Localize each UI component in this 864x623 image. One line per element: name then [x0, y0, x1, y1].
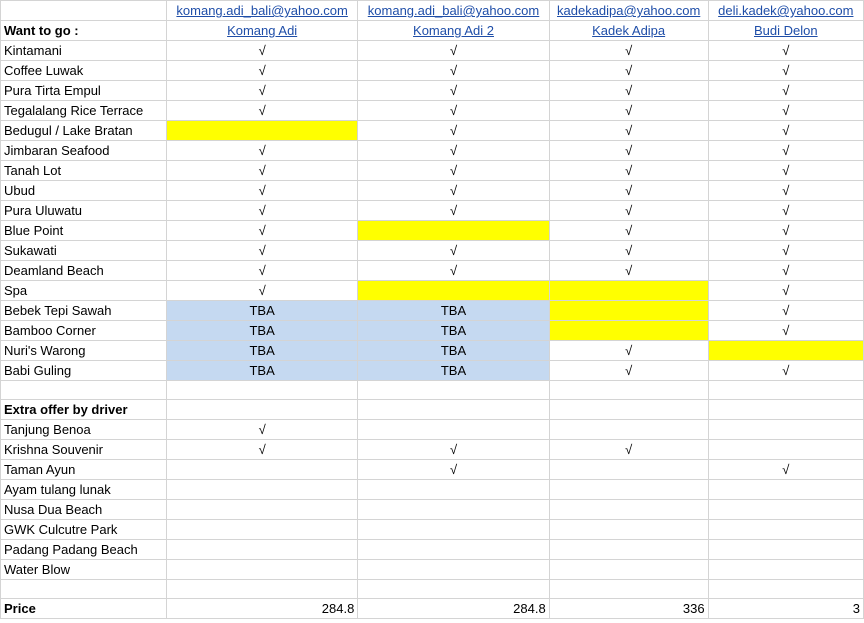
destination-row — [1, 341, 864, 361]
destination-row — [1, 141, 864, 161]
destination-row — [1, 440, 864, 460]
empty-cell[interactable] — [549, 480, 708, 500]
destination-row — [1, 121, 864, 141]
empty-cell[interactable] — [708, 440, 863, 460]
empty-cell[interactable] — [708, 520, 863, 540]
check-mark-cell[interactable]: √ — [166, 420, 357, 440]
price-value[interactable]: 284.8 — [358, 599, 549, 619]
empty-cell[interactable] — [166, 400, 357, 420]
check-mark-cell[interactable]: √ — [708, 61, 863, 81]
empty-cell[interactable] — [166, 460, 357, 480]
empty-cell[interactable] — [358, 560, 549, 580]
destination-label[interactable]: Water Blow — [1, 560, 167, 580]
blank-row — [1, 381, 864, 400]
destination-row — [1, 361, 864, 381]
check-mark-cell[interactable]: √ — [708, 121, 863, 141]
empty-cell[interactable] — [708, 480, 863, 500]
check-mark-cell[interactable]: √ — [166, 221, 357, 241]
check-mark-cell[interactable]: √ — [708, 181, 863, 201]
empty-cell[interactable] — [708, 540, 863, 560]
destination-label[interactable]: Tanah Lot — [1, 161, 167, 181]
empty-cell[interactable] — [358, 400, 549, 420]
destination-label[interactable]: Bebek Tepi Sawah — [1, 301, 167, 321]
price-label[interactable]: Price — [1, 599, 167, 619]
empty-cell[interactable] — [358, 520, 549, 540]
empty-cell[interactable] — [358, 480, 549, 500]
destination-row — [1, 520, 864, 540]
check-mark-cell[interactable]: √ — [358, 181, 549, 201]
check-mark-cell[interactable]: √ — [708, 281, 863, 301]
tba-cell[interactable]: TBA — [166, 341, 357, 361]
empty-cell[interactable] — [1, 580, 167, 599]
check-mark-cell[interactable]: √ — [708, 301, 863, 321]
check-mark-cell[interactable]: √ — [166, 141, 357, 161]
check-mark-cell[interactable]: √ — [358, 61, 549, 81]
destination-row — [1, 41, 864, 61]
check-mark-cell[interactable]: √ — [166, 241, 357, 261]
check-mark-cell[interactable]: √ — [708, 81, 863, 101]
destination-row — [1, 500, 864, 520]
check-mark-cell[interactable]: √ — [708, 41, 863, 61]
destination-label[interactable]: Nuri's Warong — [1, 341, 167, 361]
driver-email-link[interactable]: deli.kadek@yahoo.com — [708, 1, 863, 21]
destination-row — [1, 101, 864, 121]
highlighted-empty-cell[interactable] — [358, 221, 549, 241]
destination-label[interactable]: Pura Tirta Empul — [1, 81, 167, 101]
price-value[interactable]: 336 — [549, 599, 708, 619]
destination-label[interactable]: Krishna Souvenir — [1, 440, 167, 460]
check-mark-cell[interactable]: √ — [549, 341, 708, 361]
check-mark-cell[interactable]: √ — [358, 201, 549, 221]
driver-name-link[interactable]: Kadek Adipa — [549, 21, 708, 41]
check-mark-cell[interactable]: √ — [708, 101, 863, 121]
check-mark-cell[interactable]: √ — [166, 81, 357, 101]
tba-cell[interactable]: TBA — [358, 321, 549, 341]
check-mark-cell[interactable]: √ — [166, 261, 357, 281]
empty-cell[interactable] — [166, 480, 357, 500]
tba-cell[interactable]: TBA — [358, 301, 549, 321]
highlighted-empty-cell[interactable] — [166, 121, 357, 141]
destination-row — [1, 540, 864, 560]
check-mark-cell[interactable]: √ — [549, 121, 708, 141]
email-header-row — [1, 1, 864, 21]
check-mark-cell[interactable]: √ — [708, 460, 863, 480]
destination-row — [1, 480, 864, 500]
empty-cell[interactable] — [358, 420, 549, 440]
check-mark-cell[interactable]: √ — [549, 101, 708, 121]
destination-label[interactable]: GWK Culcutre Park — [1, 520, 167, 540]
driver-email-link[interactable]: komang.adi_bali@yahoo.com — [358, 1, 549, 21]
destination-row — [1, 420, 864, 440]
empty-cell[interactable] — [549, 520, 708, 540]
destination-label[interactable]: Tegalalang Rice Terrace — [1, 101, 167, 121]
destination-row — [1, 301, 864, 321]
empty-cell[interactable] — [549, 381, 708, 400]
blank-row — [1, 580, 864, 599]
destination-row — [1, 321, 864, 341]
destination-row — [1, 201, 864, 221]
check-mark-cell[interactable]: √ — [166, 161, 357, 181]
empty-cell[interactable] — [708, 580, 863, 599]
tba-cell[interactable]: TBA — [166, 321, 357, 341]
destination-row — [1, 281, 864, 301]
check-mark-cell[interactable]: √ — [708, 201, 863, 221]
destination-row — [1, 460, 864, 480]
destination-label[interactable]: Padang Padang Beach — [1, 540, 167, 560]
destination-label[interactable]: Ubud — [1, 181, 167, 201]
destination-label[interactable]: Babi Guling — [1, 361, 167, 381]
driver-name-link[interactable]: Komang Adi — [166, 21, 357, 41]
empty-cell[interactable] — [549, 540, 708, 560]
destination-label[interactable]: Ayam tulang lunak — [1, 480, 167, 500]
empty-cell[interactable] — [708, 500, 863, 520]
highlighted-empty-cell[interactable] — [549, 321, 708, 341]
destination-row — [1, 241, 864, 261]
destination-label[interactable]: Spa — [1, 281, 167, 301]
empty-cell[interactable] — [549, 560, 708, 580]
destination-label[interactable]: Sukawati — [1, 241, 167, 261]
destination-label[interactable]: Jimbaran Seafood — [1, 141, 167, 161]
extra-offer-heading[interactable]: Extra offer by driver — [1, 400, 167, 420]
empty-cell[interactable] — [166, 560, 357, 580]
empty-cell[interactable] — [549, 400, 708, 420]
check-mark-cell[interactable]: √ — [358, 261, 549, 281]
empty-cell[interactable] — [708, 381, 863, 400]
empty-cell[interactable] — [358, 540, 549, 560]
check-mark-cell[interactable]: √ — [708, 261, 863, 281]
destination-row — [1, 560, 864, 580]
check-mark-cell[interactable]: √ — [708, 161, 863, 181]
destination-row — [1, 81, 864, 101]
empty-cell[interactable] — [166, 520, 357, 540]
empty-cell[interactable] — [708, 400, 863, 420]
destination-row — [1, 61, 864, 81]
want-to-go-heading[interactable]: Want to go : — [1, 21, 167, 41]
empty-cell[interactable] — [166, 500, 357, 520]
check-mark-cell[interactable]: √ — [166, 440, 357, 460]
destination-label[interactable]: Kintamani — [1, 41, 167, 61]
empty-cell[interactable] — [549, 460, 708, 480]
destination-label[interactable]: Pura Uluwatu — [1, 201, 167, 221]
check-mark-cell[interactable]: √ — [166, 61, 357, 81]
check-mark-cell[interactable]: √ — [549, 241, 708, 261]
highlighted-empty-cell[interactable] — [549, 281, 708, 301]
destination-label[interactable]: Nusa Dua Beach — [1, 500, 167, 520]
driver-email-link[interactable]: komang.adi_bali@yahoo.com — [166, 1, 357, 21]
corner-cell[interactable] — [1, 1, 167, 21]
empty-cell[interactable] — [549, 580, 708, 599]
tba-cell[interactable]: TBA — [166, 301, 357, 321]
driver-email-link[interactable]: kadekadipa@yahoo.com — [549, 1, 708, 21]
destination-label[interactable]: Bamboo Corner — [1, 321, 167, 341]
extra-offer-heading-row — [1, 400, 864, 420]
check-mark-cell[interactable]: √ — [166, 41, 357, 61]
price-value[interactable]: 284.8 — [166, 599, 357, 619]
check-mark-cell[interactable]: √ — [708, 141, 863, 161]
empty-cell[interactable] — [1, 381, 167, 400]
destination-label[interactable]: Deamland Beach — [1, 261, 167, 281]
empty-cell[interactable] — [549, 420, 708, 440]
empty-cell[interactable] — [708, 560, 863, 580]
check-mark-cell[interactable]: √ — [708, 221, 863, 241]
check-mark-cell[interactable]: √ — [166, 181, 357, 201]
destination-label[interactable]: Taman Ayun — [1, 460, 167, 480]
driver-name-header-row — [1, 21, 864, 41]
check-mark-cell[interactable]: √ — [549, 361, 708, 381]
destination-row — [1, 221, 864, 241]
destination-row — [1, 161, 864, 181]
destination-label[interactable]: Blue Point — [1, 221, 167, 241]
check-mark-cell[interactable]: √ — [358, 41, 549, 61]
check-mark-cell[interactable]: √ — [708, 241, 863, 261]
check-mark-cell[interactable]: √ — [166, 201, 357, 221]
empty-cell[interactable] — [166, 580, 357, 599]
check-mark-cell[interactable]: √ — [358, 101, 549, 121]
check-mark-cell[interactable]: √ — [358, 460, 549, 480]
check-mark-cell[interactable]: √ — [708, 321, 863, 341]
check-mark-cell[interactable]: √ — [549, 181, 708, 201]
destination-label[interactable]: Bedugul / Lake Bratan — [1, 121, 167, 141]
empty-cell[interactable] — [708, 420, 863, 440]
empty-cell[interactable] — [358, 580, 549, 599]
driver-name-link[interactable]: Komang Adi 2 — [358, 21, 549, 41]
check-mark-cell[interactable]: √ — [549, 161, 708, 181]
destination-label[interactable]: Coffee Luwak — [1, 61, 167, 81]
check-mark-cell[interactable]: √ — [358, 81, 549, 101]
empty-cell[interactable] — [166, 540, 357, 560]
price-row — [1, 599, 864, 619]
destination-label[interactable]: Tanjung Benoa — [1, 420, 167, 440]
empty-cell[interactable] — [166, 381, 357, 400]
check-mark-cell[interactable]: √ — [549, 221, 708, 241]
check-mark-cell[interactable]: √ — [549, 141, 708, 161]
check-mark-cell[interactable]: √ — [166, 281, 357, 301]
check-mark-cell[interactable]: √ — [549, 261, 708, 281]
check-mark-cell[interactable]: √ — [358, 440, 549, 460]
destination-row — [1, 181, 864, 201]
check-mark-cell[interactable]: √ — [549, 201, 708, 221]
tba-cell[interactable]: TBA — [358, 361, 549, 381]
check-mark-cell[interactable]: √ — [358, 241, 549, 261]
driver-name-link[interactable]: Budi Delon — [708, 21, 863, 41]
check-mark-cell[interactable]: √ — [358, 141, 549, 161]
highlighted-empty-cell[interactable] — [358, 281, 549, 301]
check-mark-cell[interactable]: √ — [358, 161, 549, 181]
empty-cell[interactable] — [358, 381, 549, 400]
tba-cell[interactable]: TBA — [358, 341, 549, 361]
destination-row — [1, 261, 864, 281]
check-mark-cell[interactable]: √ — [549, 81, 708, 101]
check-mark-cell[interactable]: √ — [549, 440, 708, 460]
price-value[interactable]: 3 — [708, 599, 863, 619]
check-mark-cell[interactable]: √ — [166, 101, 357, 121]
check-mark-cell[interactable]: √ — [358, 121, 549, 141]
highlighted-empty-cell[interactable] — [708, 341, 863, 361]
check-mark-cell[interactable]: √ — [708, 361, 863, 381]
check-mark-cell[interactable]: √ — [549, 61, 708, 81]
check-mark-cell[interactable]: √ — [549, 41, 708, 61]
empty-cell[interactable] — [549, 500, 708, 520]
empty-cell[interactable] — [358, 500, 549, 520]
highlighted-empty-cell[interactable] — [549, 301, 708, 321]
tba-cell[interactable]: TBA — [166, 361, 357, 381]
